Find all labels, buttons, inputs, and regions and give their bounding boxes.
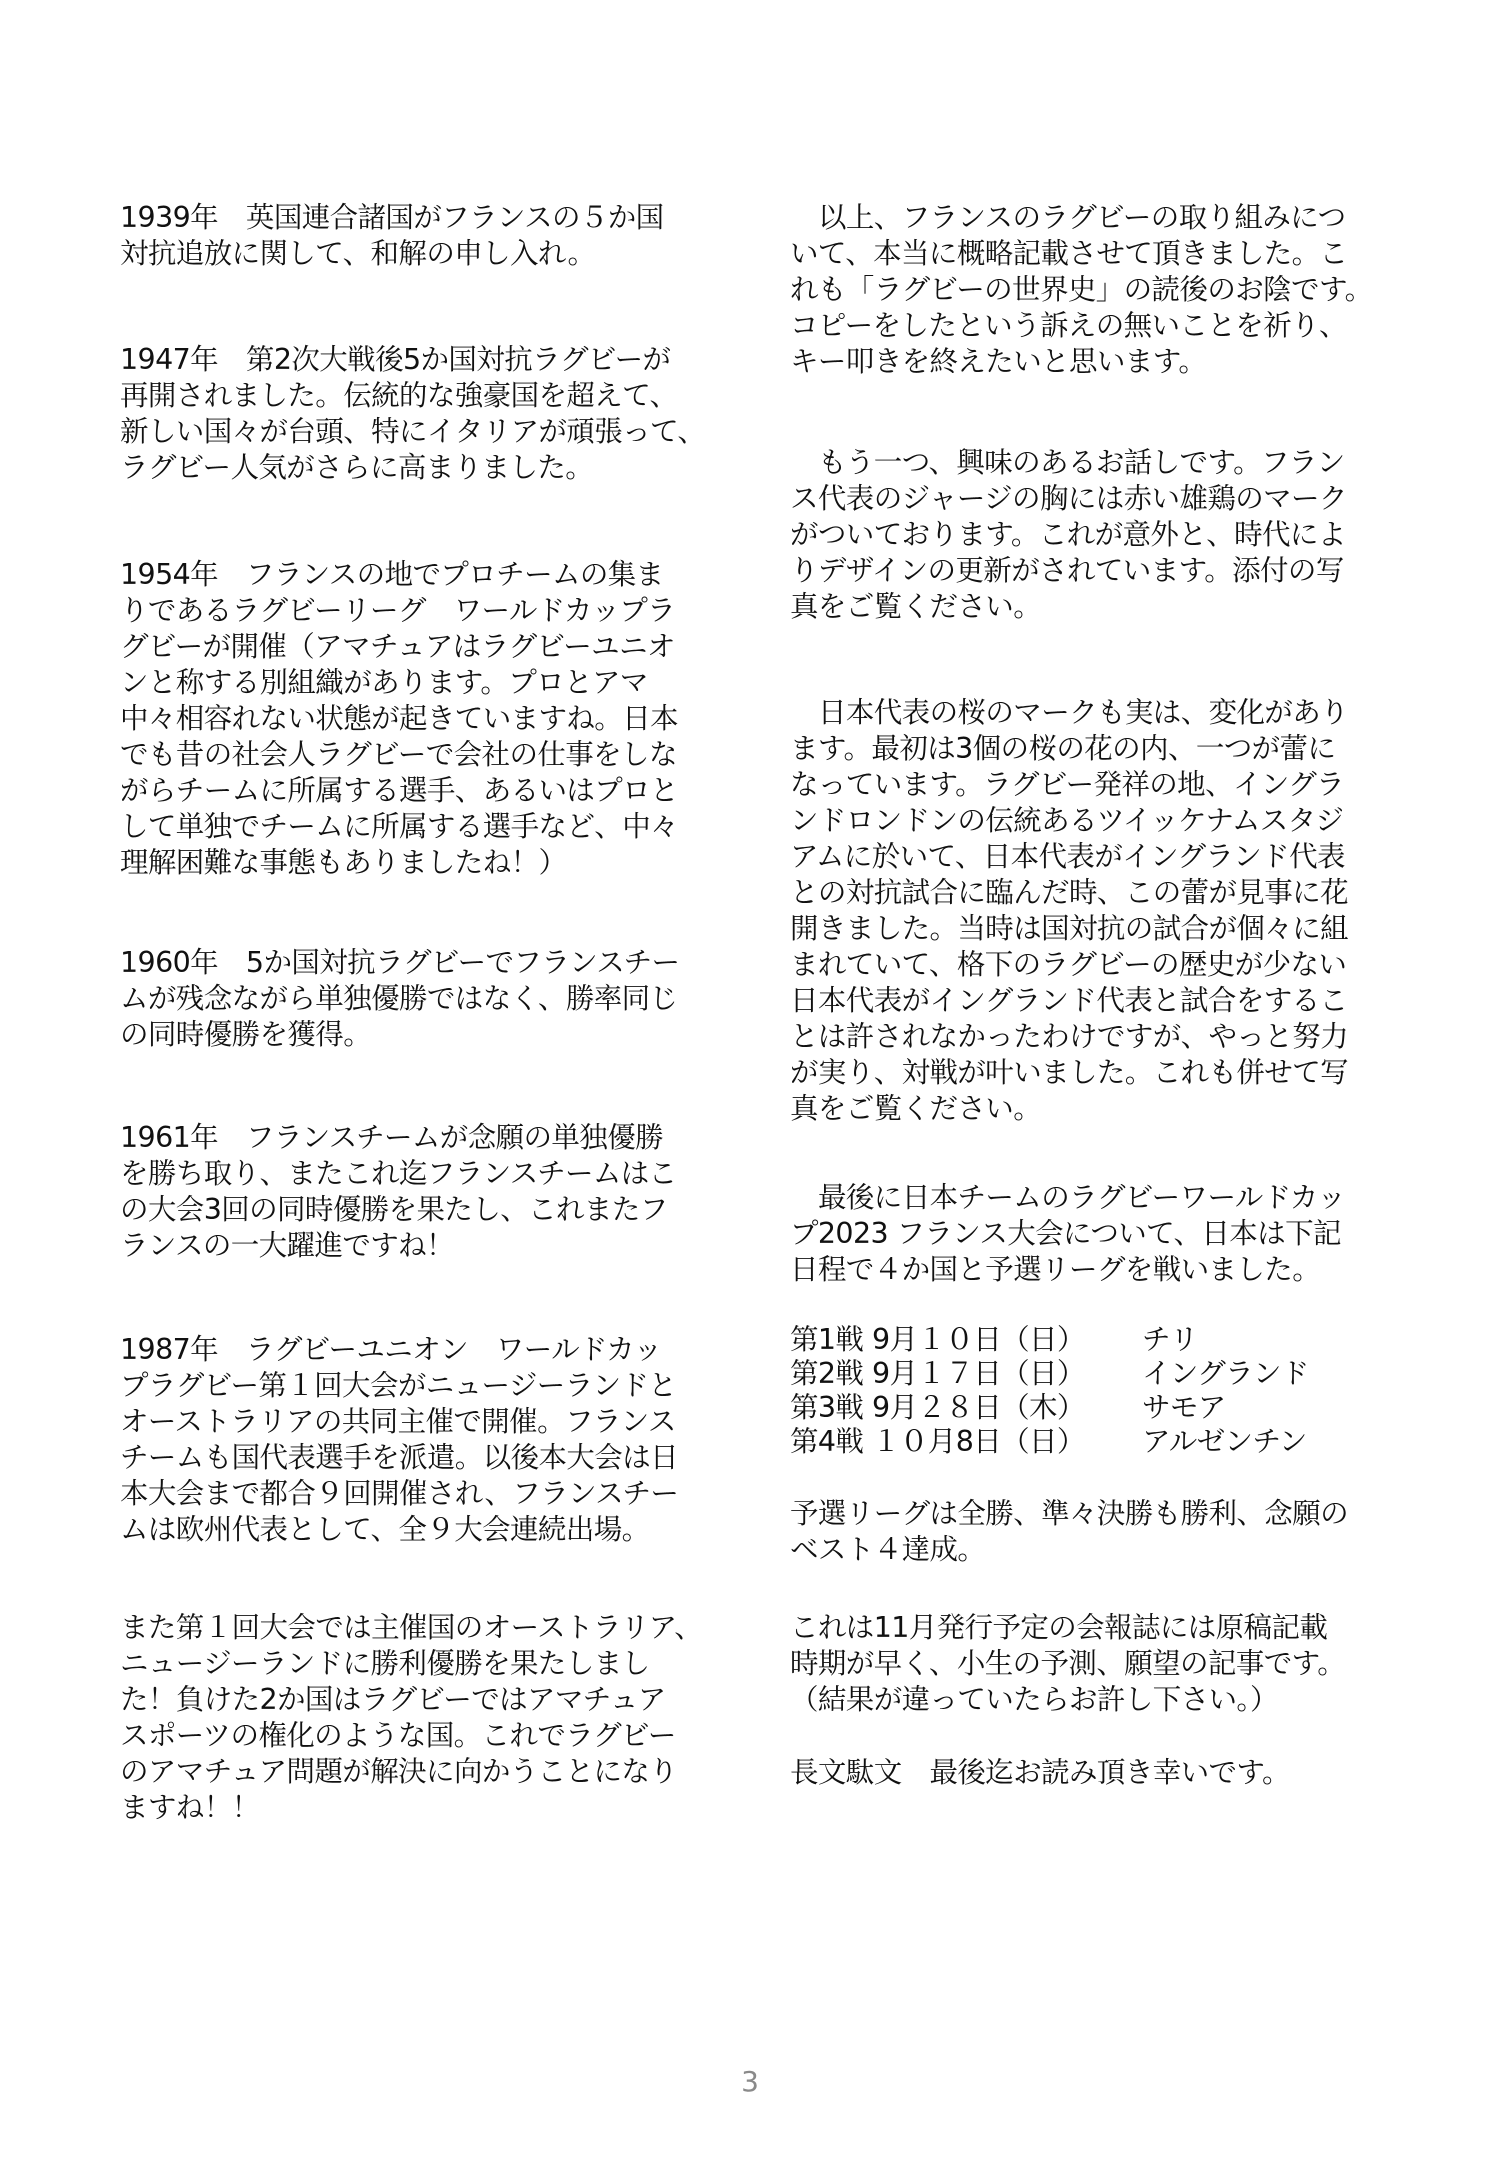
text-line: 以上、フランスのラグビーの取り組みにつ — [818, 201, 1346, 234]
text-line: 理解困難な事態もありましたね！） — [120, 846, 567, 879]
text-line: 真をご覧ください。 — [790, 590, 1042, 623]
text-line: た！負けた2か国はラグビーではアマチュア — [120, 1683, 666, 1716]
text-line: ムが残念ながら単独優勝ではなく、勝率同じ — [120, 982, 678, 1015]
text-line: また第１回大会では主催国のオーストラリア、 — [120, 1611, 703, 1644]
match-number: 第1戦 — [790, 1323, 864, 1356]
text-line: 最後に日本チームのラグビーワールドカッ — [818, 1181, 1346, 1214]
match-number: 第2戦 — [790, 1357, 864, 1390]
match-row — [790, 1425, 1309, 1459]
text-line: 日本代表の桜のマークも実は、変化があり — [818, 696, 1349, 729]
match-row — [790, 1357, 1309, 1391]
text-line: のアマチュア問題が解決に向かうことになり — [120, 1755, 678, 1788]
text-line: 本大会まで都合９回開催され、フランスチー — [120, 1477, 679, 1510]
text-line: グビーが開催（アマチュアはラグビーユニオ — [120, 630, 675, 663]
text-line: オーストラリアの共同主催で開催。フランス — [120, 1405, 676, 1438]
text-line: 1987年 ラグビーユニオン ワールドカッ — [120, 1333, 662, 1366]
match-number: 第4戦 — [790, 1425, 864, 1458]
text-line: もう一つ、興味のあるお話しです。フラン — [818, 446, 1345, 479]
text-line: 再開されました。伝統的な強豪国を超えて、 — [120, 379, 678, 412]
text-line: ンと称する別組織があります。プロとアマ — [120, 666, 648, 699]
paragraph-1960 — [120, 945, 679, 1053]
text-line: （結果が違っていたらお許し下さい。） — [790, 1683, 1278, 1716]
text-line: いて、本当に概略記載させて頂きました。こ — [790, 237, 1348, 270]
text-line: りであるラグビーリーグ ワールドカップラ — [120, 594, 676, 627]
paragraph-1939 — [120, 200, 664, 272]
text-line: スポーツの権化のような国。これでラグビー — [120, 1719, 676, 1752]
paragraph-world-cup-2023 — [790, 1180, 1345, 1288]
text-line: キー叩きを終えたいと思います。 — [790, 345, 1207, 378]
text-line: 開きました。当時は国対抗の試合が個々に組 — [790, 912, 1349, 945]
paragraph-sakura — [790, 695, 1348, 1127]
paragraph-first-tournament — [120, 1610, 702, 1826]
text-line: アムに於いて、日本代表がイングランド代表 — [790, 840, 1345, 873]
text-line: ベスト４達成。 — [790, 1533, 986, 1566]
text-line: ランスの一大躍進ですね！ — [120, 1229, 454, 1262]
text-line: ス代表のジャージの胸には赤い雄鶏のマーク — [790, 482, 1347, 515]
text-line: を勝ち取り、またこれ迄フランスチームはこ — [120, 1157, 677, 1190]
text-line: 1947年 第2次大戦後5か国対抗ラグビーが — [120, 343, 671, 376]
match-date: 9月１０日（日） — [872, 1323, 1085, 1356]
match-row — [790, 1323, 1309, 1357]
text-line: 予選リーグは全勝、準々決勝も勝利、念願の — [790, 1497, 1349, 1530]
match-opponent: チリ — [1142, 1323, 1198, 1356]
text-line: りデザインの更新がされています。添付の写 — [790, 554, 1344, 587]
text-line: コピーをしたという訴えの無いことを祈り、 — [790, 309, 1347, 342]
paragraph-result — [790, 1496, 1348, 1568]
match-opponent: イングランド — [1142, 1357, 1309, 1390]
text-line: でも昔の社会人ラグビーで会社の仕事をしな — [120, 738, 677, 771]
text-line: して単独でチームに所属する選手など、中々 — [120, 810, 679, 843]
text-line: が実り、対戦が叶いました。これも併せて写 — [790, 1056, 1349, 1089]
text-line: 日程で４か国と予選リーグを戦いました。 — [790, 1253, 1321, 1286]
text-line: ニュージーランドに勝利優勝を果たしまし — [120, 1647, 650, 1680]
paragraph-summary — [790, 200, 1372, 380]
text-line: の同時優勝を獲得。 — [120, 1018, 372, 1051]
text-line: とは許されなかったわけですが、やっと努力 — [790, 1020, 1349, 1053]
text-line: 真をご覧ください。 — [790, 1092, 1042, 1125]
text-line: プ2023 フランス大会について、日本は下記 — [790, 1217, 1341, 1250]
match-opponent: アルゼンチン — [1142, 1425, 1307, 1458]
match-date: 9月１７日（日） — [872, 1357, 1085, 1390]
text-line: がついております。これが意外と、時代によ — [790, 518, 1346, 551]
match-schedule — [790, 1323, 1309, 1459]
text-line: の大会3回の同時優勝を果たし、これまたフ — [120, 1193, 668, 1226]
paragraph-closing — [790, 1755, 1290, 1791]
paragraph-1954 — [120, 557, 678, 881]
text-line: との対抗試合に臨んだ時、この蕾が見事に花 — [790, 876, 1349, 909]
text-line: 新しい国々が台頭、特にイタリアが頑張って、 — [120, 415, 706, 448]
text-line: がらチームに所属する選手、あるいはプロと — [120, 774, 679, 807]
text-line: ます。最初は3個の桜の花の内、一つが蕾に — [790, 732, 1336, 765]
text-line: 対抗追放に関して、和解の申し入れ。 — [120, 237, 596, 270]
match-date: 9月２８日（木） — [872, 1391, 1085, 1424]
text-line: ムは欧州代表として、全９大会連続出場。 — [120, 1513, 650, 1546]
text-line: 日本代表がイングランド代表と試合をするこ — [790, 984, 1348, 1017]
paragraph-1961 — [120, 1120, 677, 1264]
text-line: れも「ラグビーの世界史」の読後のお陰です。 — [790, 273, 1373, 306]
match-row — [790, 1391, 1309, 1425]
text-line: これは11月発行予定の会報誌には原稿記載 — [790, 1611, 1328, 1644]
match-date: １０月8日（日） — [872, 1425, 1085, 1458]
text-line: チームも国代表選手を派遣。以後本大会は日 — [120, 1441, 679, 1474]
text-line: 1961年 フランスチームが念願の単独優勝 — [120, 1121, 664, 1154]
match-opponent: サモア — [1142, 1391, 1226, 1424]
page-number: 3 — [741, 2065, 759, 2098]
paragraph-note — [790, 1610, 1345, 1718]
paragraph-jersey — [790, 445, 1347, 625]
paragraph-1947 — [120, 342, 705, 486]
text-line: 1960年 5か国対抗ラグビーでフランスチー — [120, 946, 680, 979]
text-line: 中々相容れない状態が起きていますね。日本 — [120, 702, 679, 735]
match-number: 第3戦 — [790, 1391, 864, 1424]
text-line: ラグビー人気がさらに高まりました。 — [120, 451, 594, 484]
text-line: 1954年 フランスの地でプロチームの集ま — [120, 558, 664, 591]
paragraph-1987 — [120, 1332, 678, 1548]
text-line: 1939年 英国連合諸国がフランスの５か国 — [120, 201, 664, 234]
text-line: ンドロンドンの伝統あるツイッケナムスタジ — [790, 804, 1344, 837]
text-line: プラグビー第１回大会がニュージーランドと — [120, 1369, 677, 1402]
text-line: なっています。ラグビー発祥の地、イングラ — [790, 768, 1345, 801]
text-line: まれていて、格下のラグビーの歴史が少ない — [790, 948, 1347, 981]
text-line: ますね！！ — [120, 1791, 260, 1824]
text-line: 長文駄文 最後迄お読み頂き幸いです。 — [790, 1756, 1290, 1789]
text-line: 時期が早く、小生の予測、願望の記事です。 — [790, 1647, 1346, 1680]
